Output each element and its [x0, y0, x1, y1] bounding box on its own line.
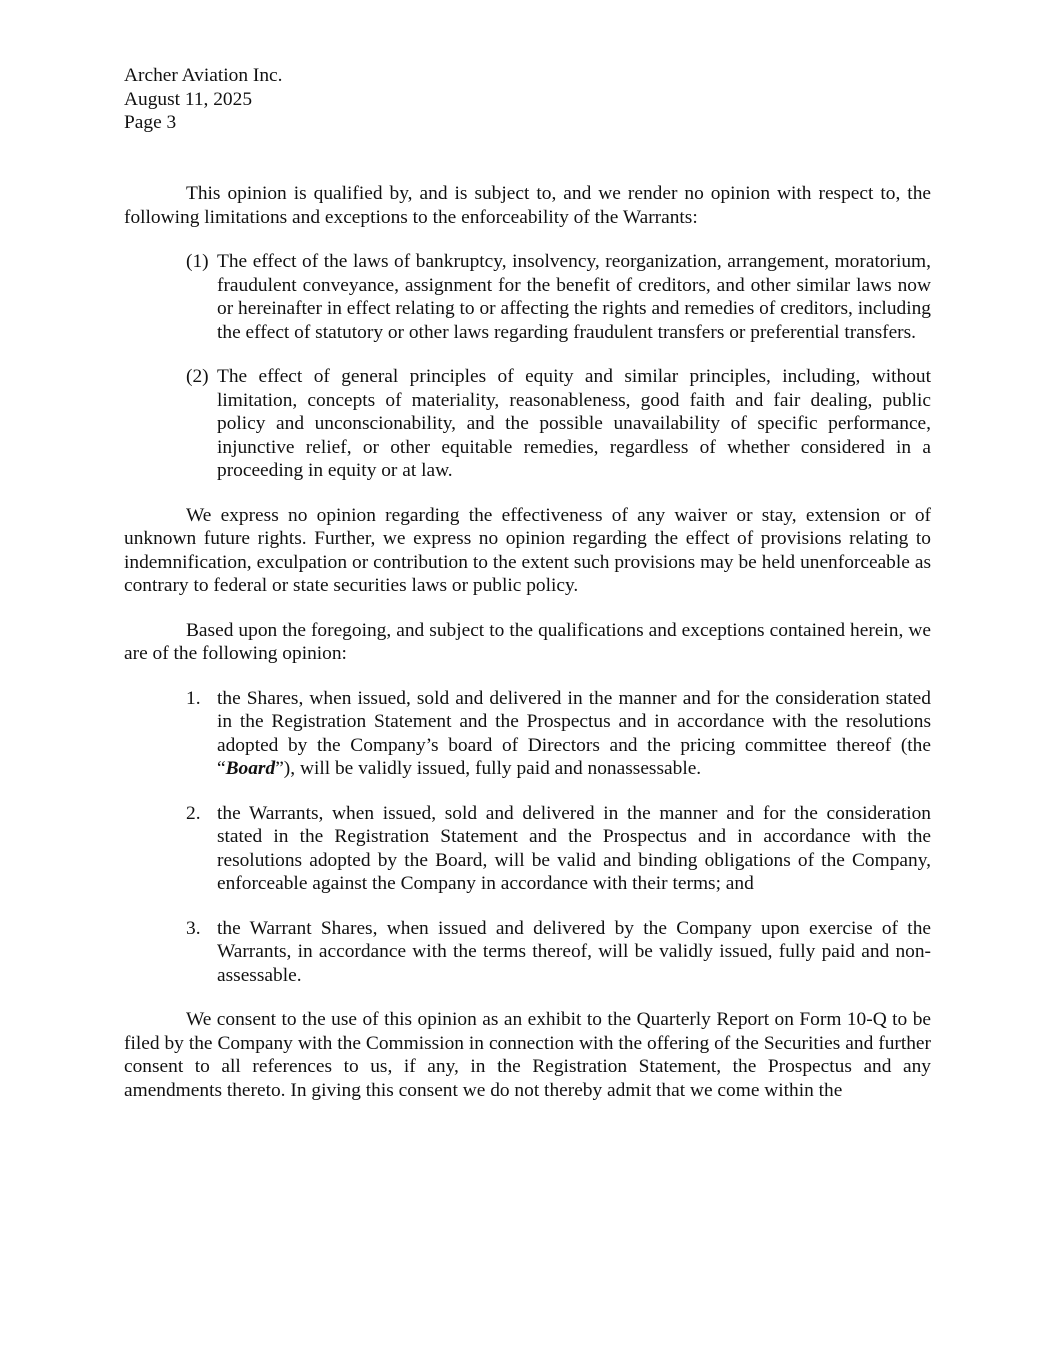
header-company: Archer Aviation Inc.: [124, 65, 283, 86]
opinion-item-2: [186, 802, 931, 896]
opinion-marker: 3.: [186, 917, 201, 939]
opinion-text-before: the Shares, when issued, sold and delivered in the manner and for the consideration stated in the Registration Statement and the Prospectus and in accordance with the resolutions adopted by the Company’s board of Directors and the pricing committee thereof (the “: [217, 687, 931, 779]
limitation-marker: (1): [186, 251, 209, 272]
opinion-marker: 2.: [186, 802, 201, 824]
defined-term-board: Board: [225, 758, 276, 779]
letter-body: [124, 182, 931, 1123]
opinion-text: the Warrant Shares, when issued and delivered by the Company upon exercise of the Warrants, in accordance with the terms thereof, will be validly issued, fully paid and non-assessable.: [217, 917, 931, 986]
based-upon-paragraph: Based upon the foregoing, and subject to the qualifications and exceptions contained herein, we are of the following opinion:: [124, 619, 931, 664]
opinion-text-after: ”), will be validly issued, fully paid and nonassessable.: [275, 758, 702, 779]
opinion-text: [217, 687, 931, 781]
letter-header: [124, 64, 282, 135]
header-page-label: Page 3: [124, 112, 177, 133]
consent-paragraph: We consent to the use of this opinion as an exhibit to the Quarterly Report on Form 10-Q to be filed by the Company with the Commission in connection with the offering of the Securities and further consent to all references to us, if any, in the Registration Statement, the Prospectus and any amendments thereto. In giving this consent we do not thereby admit that we come within the: [124, 1009, 931, 1101]
intro-paragraph: This opinion is qualified by, and is subject to, and we render no opinion with respect to, the following limitations and exceptions to the enforceability of the Warrants:: [124, 183, 931, 228]
header-date: August 11, 2025: [124, 88, 253, 110]
opinion-text: the Warrants, when issued, sold and delivered in the manner and for the consideration stated in the Registration Statement and the Prospectus and in accordance with the resolutions adopted by the Board, will be valid and binding obligations of the Company, enforceable against the Company in accordance with their terms; and: [217, 802, 931, 894]
limitation-item-2: [186, 365, 931, 483]
limitation-marker: (2): [186, 366, 209, 387]
opinion-item-3: [186, 917, 931, 988]
opinion-marker: 1.: [186, 687, 201, 709]
limitation-text: The effect of the laws of bankruptcy, insolvency, reorganization, arrangement, moratorium, fraudulent conveyance, assignment for the benefit of creditors, and other similar laws now or hereinafter in effect relating to or affecting the rights and remedies of creditors, including the effect of statutory or other laws regarding fraudulent transfers or preferential transfers.: [217, 251, 931, 343]
limitation-text: The effect of general principles of equity and similar principles, including, without limitation, concepts of materiality, reasonableness, good faith and fair dealing, public policy and unconscionability, and the possible unavailability of specific performance, injunctive relief, or other equitable remedies, regardless of whether considered in a proceeding in equity or at law.: [217, 366, 931, 481]
waiver-paragraph: We express no opinion regarding the effectiveness of any waiver or stay, extension or of unknown future rights. Further, we express no opinion regarding the effect of provisions relating to indemnification, exculpation or contribution to the extent such provisions may be held unenforceable as contrary to federal or state securities laws or public policy.: [124, 504, 931, 596]
limitation-item-1: [186, 250, 931, 344]
opinion-item-1: [186, 687, 931, 781]
